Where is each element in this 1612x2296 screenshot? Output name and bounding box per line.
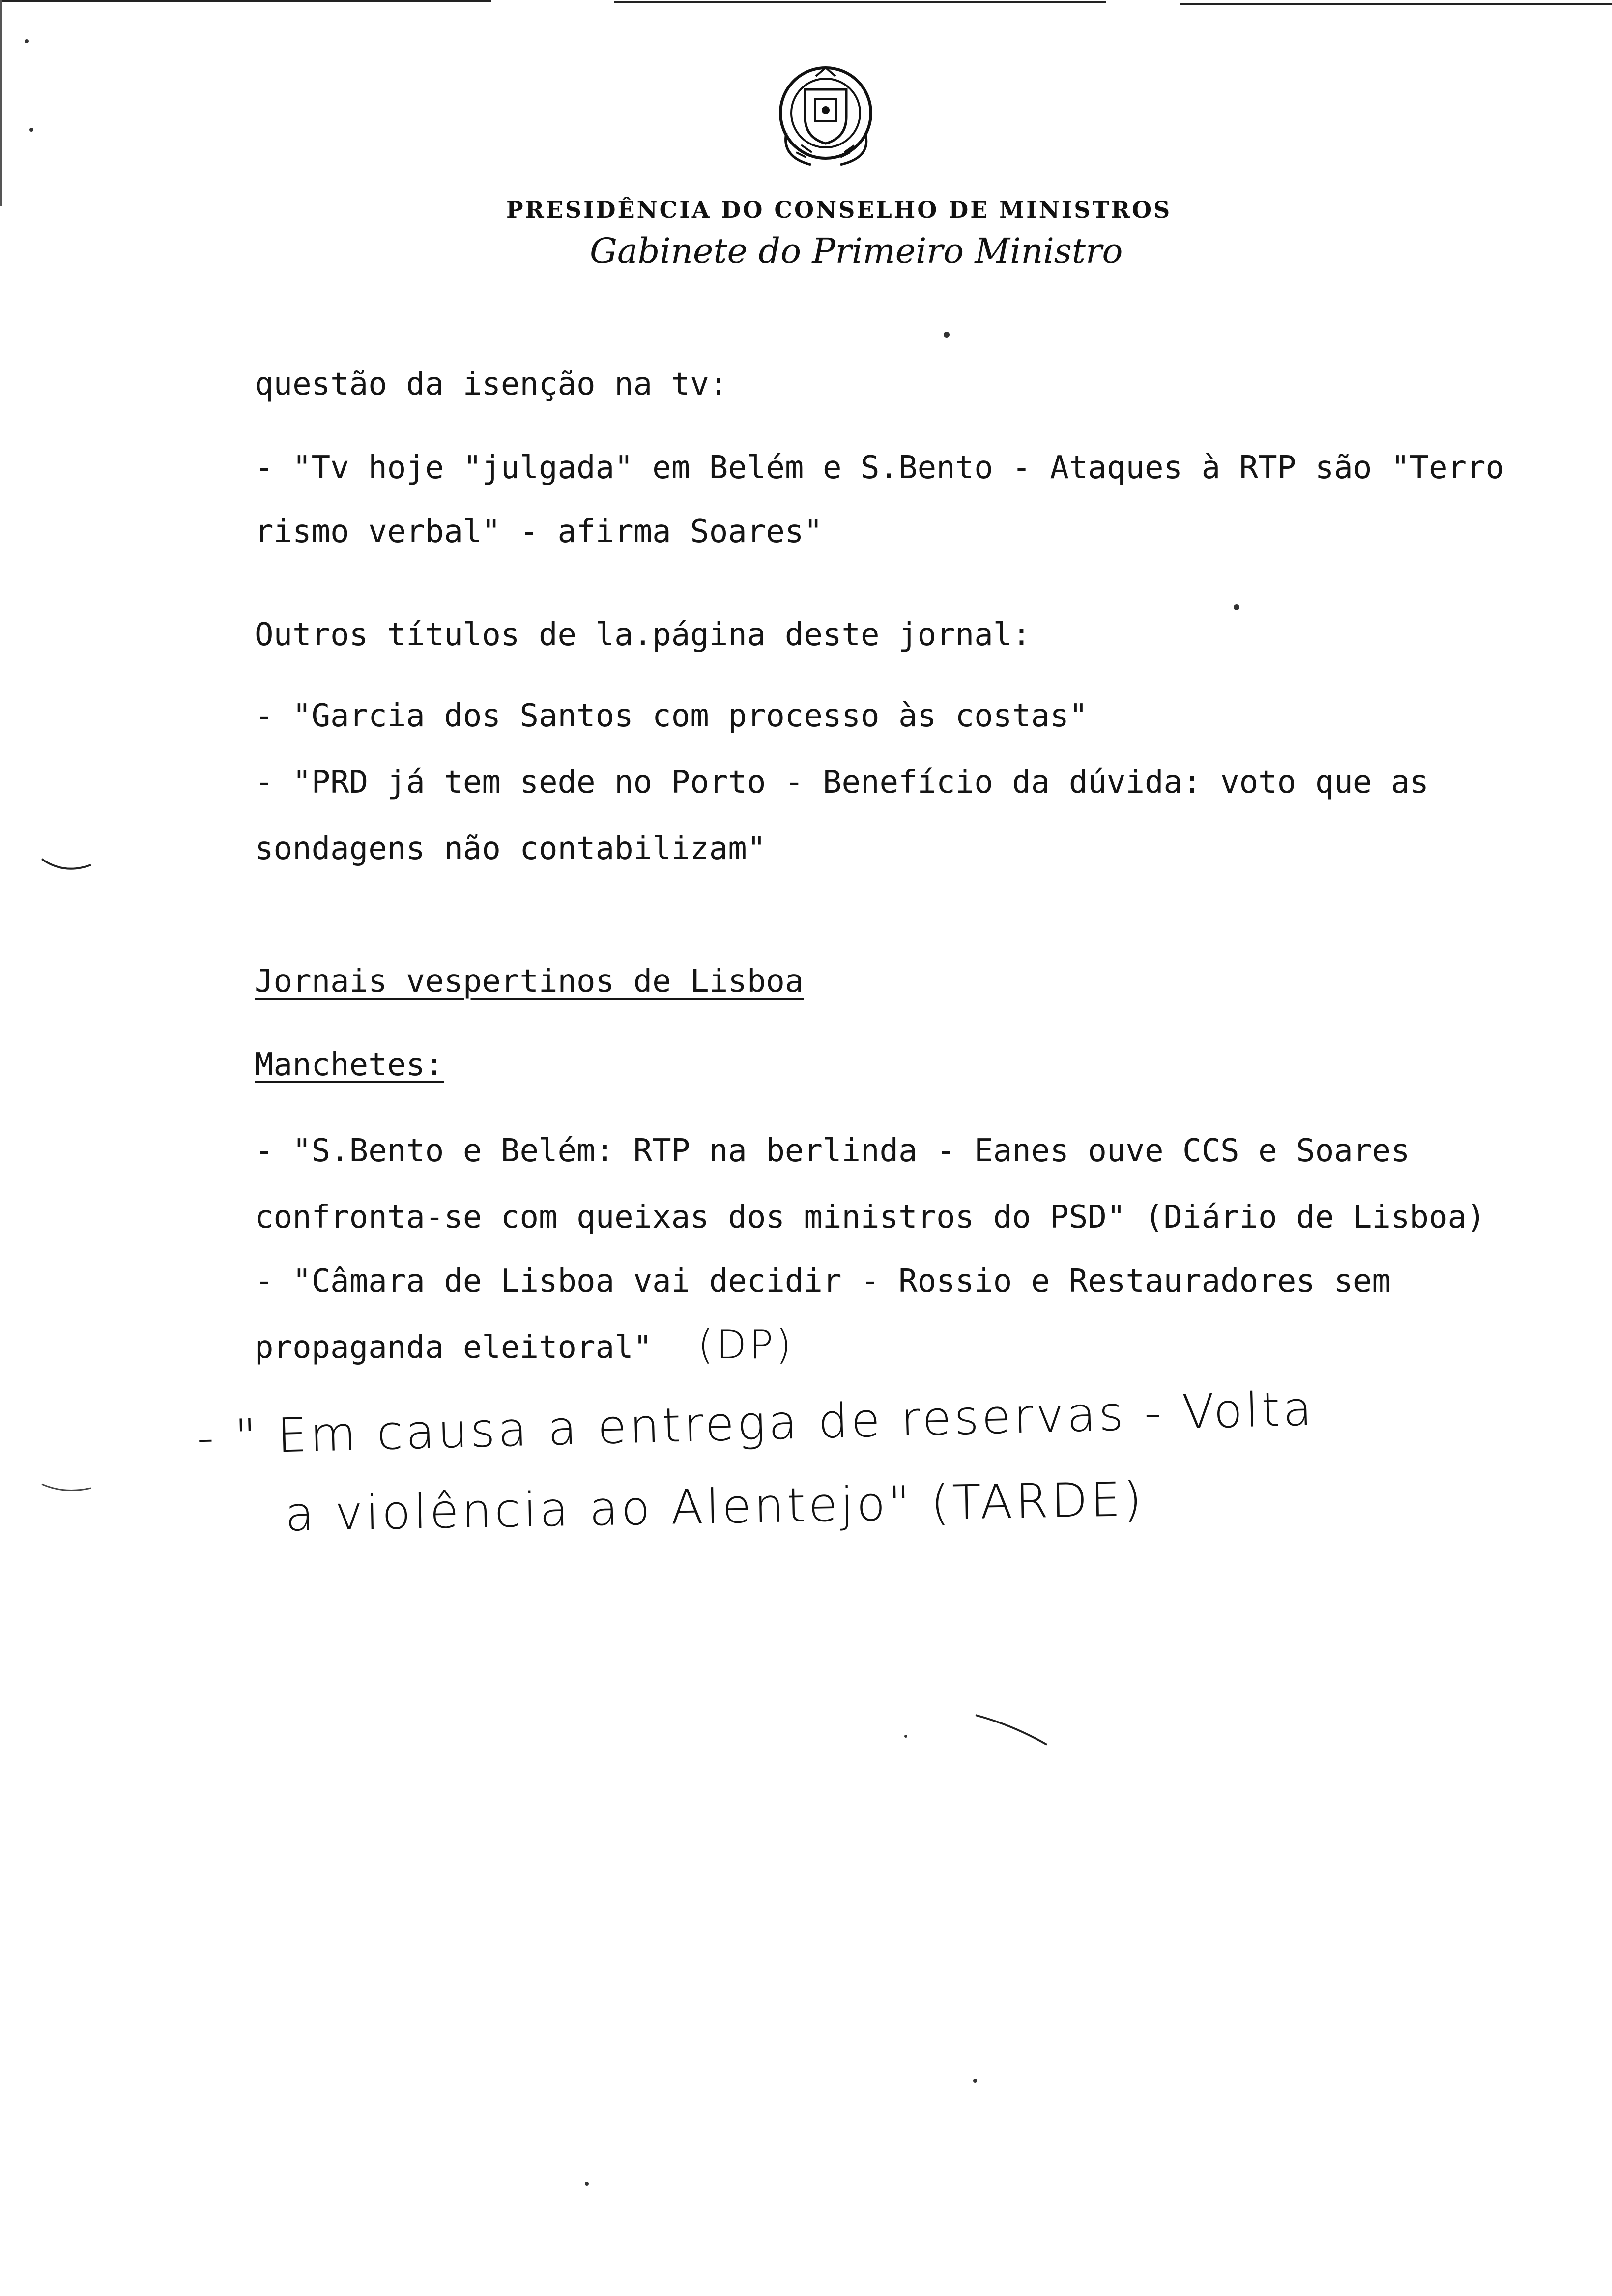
body-line-1: questão da isenção na tv: bbox=[255, 366, 728, 402]
scan-edge-top-left bbox=[0, 0, 491, 2]
scan-speck bbox=[944, 332, 950, 338]
scan-speck bbox=[29, 128, 33, 132]
body-line-10: - "Câmara de Lisboa vai decidir - Rossio e Restauradores sem bbox=[255, 1263, 1391, 1299]
body-line-7: sondagens não contabilizam" bbox=[255, 831, 766, 867]
letterhead-office: Gabinete do Primeiro Ministro bbox=[590, 231, 1123, 271]
body-line-5: - "Garcia dos Santos com processo às costas" bbox=[255, 698, 1088, 734]
scan-edge-top-middle bbox=[614, 1, 1106, 3]
scan-speck bbox=[973, 2079, 977, 2083]
body-line-8: - "S.Bento e Belém: RTP na berlinda - Eanes ouve CCS e Soares bbox=[255, 1133, 1410, 1169]
handwritten-note-dp: (DP) bbox=[698, 1322, 795, 1368]
letterhead-organization: PRESIDÊNCIA DO CONSELHO DE MINISTROS bbox=[506, 197, 1172, 223]
handwritten-line-2: a violência ao Alentejo" (TARDE) bbox=[285, 1471, 1145, 1542]
body-line-4: Outros títulos de la.página deste jornal: bbox=[255, 617, 1031, 653]
body-line-9: confronta-se com queixas dos ministros do PSD" (Diário de Lisboa) bbox=[255, 1199, 1486, 1235]
coat-of-arms-icon bbox=[767, 59, 890, 174]
scan-speck bbox=[904, 1735, 907, 1738]
section-heading-headlines: Manchetes: bbox=[255, 1047, 444, 1083]
scan-edge-left bbox=[0, 0, 2, 206]
body-line-6: - "PRD já tem sede no Porto - Benefício da dúvida: voto que as bbox=[255, 764, 1429, 801]
margin-mark bbox=[39, 1479, 93, 1499]
scan-speck bbox=[585, 2182, 589, 2186]
scan-speck bbox=[25, 39, 29, 43]
body-line-3: rismo verbal" - afirma Soares" bbox=[255, 514, 823, 550]
body-line-2: - "Tv hoje "julgada" em Belém e S.Bento - Ataques à RTP são "Terro bbox=[255, 450, 1505, 486]
scan-speck bbox=[1234, 604, 1239, 610]
scan-edge-top-right bbox=[1180, 3, 1612, 5]
handwritten-line-1: - " Em causa a entrega de reservas - Volta bbox=[196, 1381, 1316, 1465]
body-line-11: propaganda eleitoral" bbox=[255, 1329, 653, 1366]
margin-mark bbox=[39, 855, 93, 875]
section-heading-afternoon-papers: Jornais vespertinos de Lisboa bbox=[255, 963, 804, 1000]
pen-stroke-mark bbox=[973, 1710, 1052, 1750]
